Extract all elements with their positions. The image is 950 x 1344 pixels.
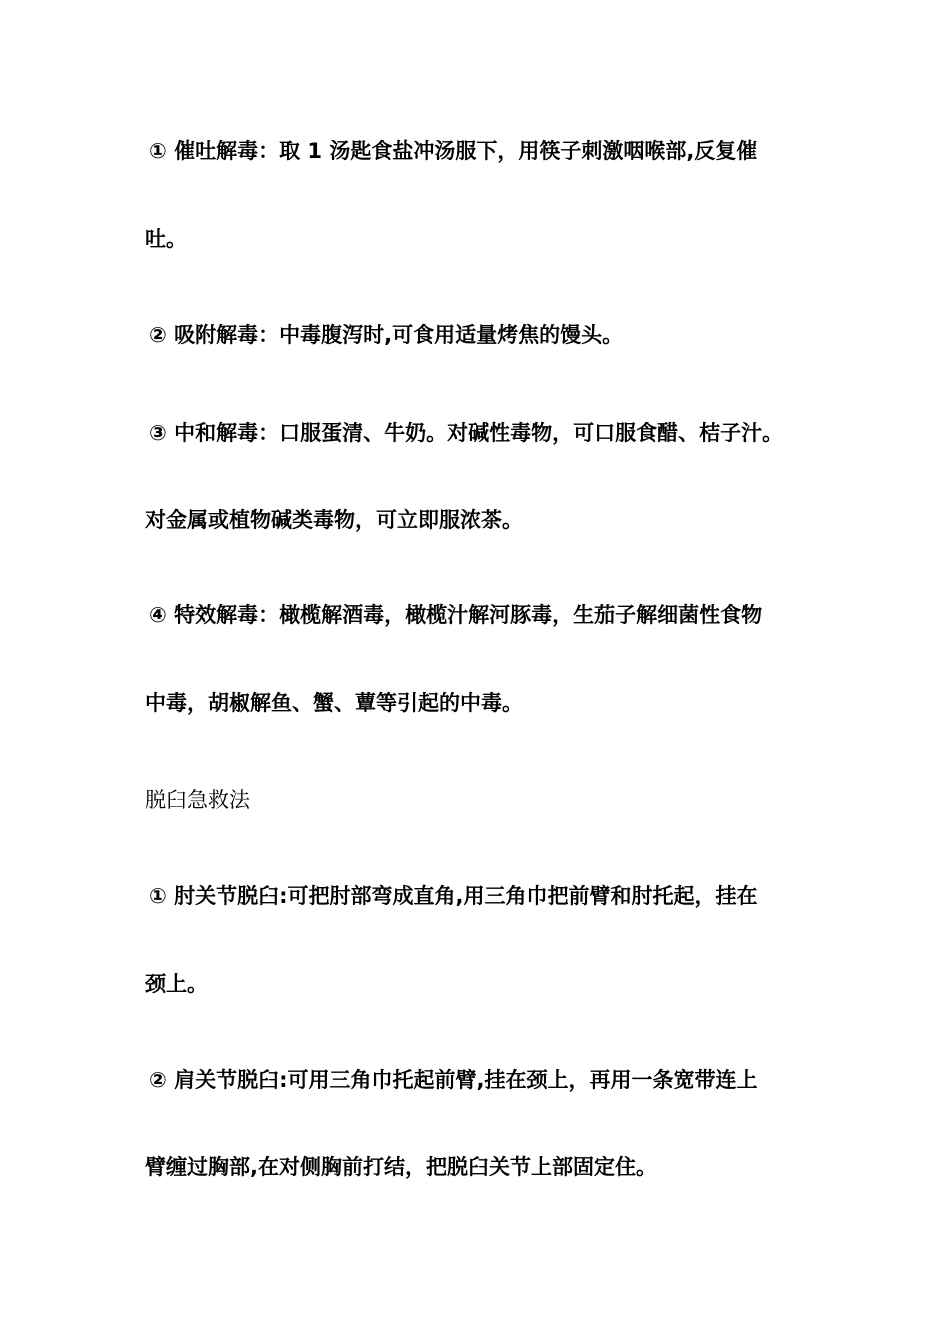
text-line-5: 对金属或植物碱类毒物，可立即服浓茶。 [145,508,523,532]
text-line-11: ② 肩关节脱臼:可用三角巾托起前臂,挂在颈上，再用一条宽带连上 [149,1068,758,1092]
text-line-12: 臂缠过胸部,在对侧胸前打结，把脱臼关节上部固定住。 [145,1155,657,1179]
text-line-7: 中毒，胡椒解鱼、蟹、蕈等引起的中毒。 [145,691,523,715]
text-line-9: ① 肘关节脱臼:可把肘部弯成直角,用三角巾把前臂和肘托起，挂在 [149,884,758,908]
text-line-4: ③ 中和解毒：口服蛋清、牛奶。对碱性毒物，可口服食醋、桔子汁。 [149,421,784,445]
text-line-2: 吐。 [145,227,187,251]
text-line-6: ④ 特效解毒：橄榄解酒毒，橄榄汁解河豚毒，生茄子解细菌性食物 [149,603,763,627]
text-line-10: 颈上。 [145,972,208,996]
section-heading: 脱臼急救法 [145,788,250,812]
text-line-3: ② 吸附解毒：中毒腹泻时,可食用适量烤焦的馒头。 [149,323,624,347]
text-line-1: ① 催吐解毒：取 1 汤匙食盐冲汤服下，用筷子刺激咽喉部,反复催 [149,139,758,163]
